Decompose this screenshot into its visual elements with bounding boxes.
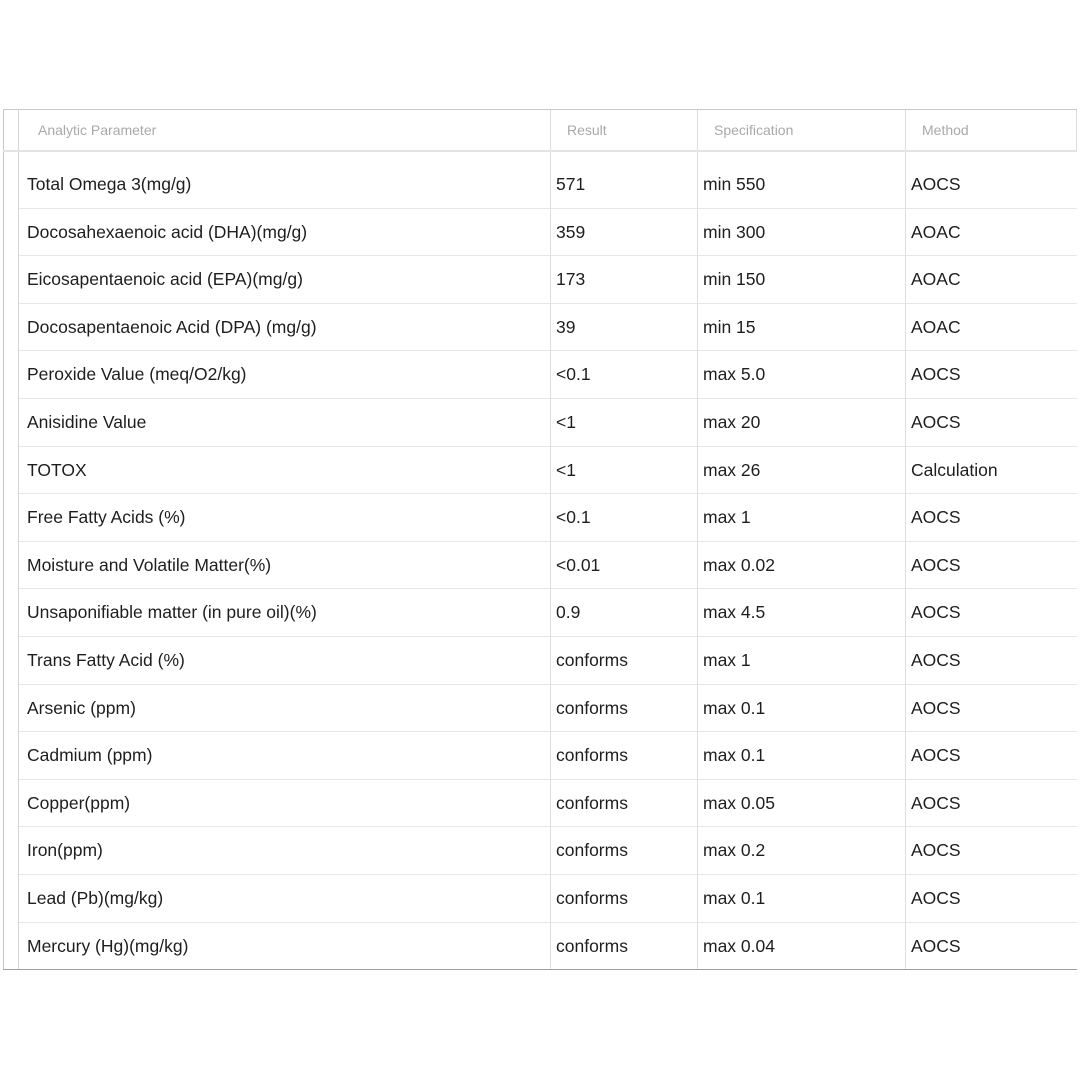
table-row (19, 256, 1077, 304)
cell-parameter: Lead (Pb)(mg/kg) (27, 888, 164, 908)
cell-method: AOCS (911, 697, 961, 718)
cell-parameter: Eicosapentaenoic acid (EPA)(mg/g) (27, 269, 303, 290)
cell-method: AOCS (911, 554, 961, 575)
cell-parameter: Iron(ppm) (27, 840, 103, 861)
cell-result: <0.01 (556, 554, 601, 575)
cell-parameter: Trans Fatty Acid (%) (27, 650, 185, 670)
cell-result: conforms (556, 650, 628, 670)
cell-result: conforms (556, 792, 628, 813)
cell-result: <1 (556, 459, 576, 480)
cell-parameter: Moisture and Volatile Matter(%) (27, 554, 272, 575)
table-row (19, 780, 1077, 828)
table-row (19, 304, 1077, 352)
cell-specification: min 150 (703, 269, 766, 290)
cell-parameter: Anisidine Value (27, 412, 147, 432)
header-specification: Specification (714, 122, 794, 138)
cell-specification: max 1 (703, 650, 751, 670)
cell-parameter: Arsenic (ppm) (27, 697, 136, 718)
table-left-border (3, 110, 4, 969)
cell-result: <0.1 (556, 364, 591, 385)
cell-specification: max 0.1 (703, 697, 766, 718)
cell-result: 359 (556, 221, 586, 242)
cell-method: AOCS (911, 507, 961, 528)
table-row (19, 637, 1077, 685)
cell-specification: min 300 (703, 221, 766, 242)
cell-specification: max 0.02 (703, 554, 775, 575)
analysis-table (3, 109, 1077, 970)
cell-parameter: Mercury (Hg)(mg/kg) (27, 935, 189, 956)
table-row (19, 161, 1077, 209)
cell-result: conforms (556, 935, 628, 956)
cell-method: AOAC (911, 221, 961, 242)
cell-method: Calculation (911, 459, 998, 480)
cell-method: AOAC (911, 269, 961, 290)
header-method: Method (922, 122, 969, 138)
cell-method: AOCS (911, 935, 961, 956)
table-row (19, 589, 1077, 637)
cell-method: AOCS (911, 602, 961, 623)
table-row (19, 827, 1077, 875)
cell-method: AOCS (911, 650, 961, 670)
cell-parameter: Cadmium (ppm) (27, 745, 153, 766)
table-row (19, 542, 1077, 590)
cell-specification: min 15 (703, 316, 756, 337)
cell-parameter: TOTOX (27, 459, 87, 480)
table-row (19, 494, 1077, 542)
cell-specification: max 0.2 (703, 840, 766, 861)
cell-method: AOCS (911, 745, 961, 766)
cell-method: AOCS (911, 840, 961, 861)
cell-specification: max 0.1 (703, 745, 766, 766)
table-row (19, 351, 1077, 399)
cell-specification: max 5.0 (703, 364, 766, 385)
cell-method: AOCS (911, 174, 961, 194)
cell-parameter: Peroxide Value (meq/O2/kg) (27, 364, 247, 385)
cell-result: <0.1 (556, 507, 591, 528)
cell-specification: max 0.1 (703, 888, 766, 908)
cell-result: 0.9 (556, 602, 581, 623)
cell-result: conforms (556, 840, 628, 861)
cell-method: AOCS (911, 888, 961, 908)
table-header (3, 110, 1077, 152)
cell-method: AOCS (911, 364, 961, 385)
cell-result: conforms (556, 888, 628, 908)
table-row (19, 875, 1077, 923)
cell-result: conforms (556, 745, 628, 766)
cell-result: conforms (556, 697, 628, 718)
cell-specification: max 1 (703, 507, 751, 528)
cell-result: 173 (556, 269, 586, 290)
table-row (19, 209, 1077, 257)
table-row (19, 923, 1077, 971)
cell-method: AOCS (911, 792, 961, 813)
table-row (19, 732, 1077, 780)
table-row (19, 685, 1077, 733)
table-row (19, 399, 1077, 447)
cell-parameter: Total Omega 3(mg/g) (27, 174, 192, 194)
cell-result: 571 (556, 174, 586, 194)
cell-result: <1 (556, 412, 576, 432)
cell-method: AOAC (911, 316, 961, 337)
cell-specification: min 550 (703, 174, 766, 194)
table-row (19, 447, 1077, 495)
cell-parameter: Docosapentaenoic Acid (DPA) (mg/g) (27, 316, 317, 337)
cell-specification: max 0.05 (703, 792, 775, 813)
cell-parameter: Copper(ppm) (27, 792, 131, 813)
header-result: Result (567, 122, 607, 138)
cell-parameter: Unsaponifiable matter (in pure oil)(%) (27, 602, 317, 623)
cell-specification: max 20 (703, 412, 761, 432)
cell-specification: max 0.04 (703, 935, 775, 956)
cell-parameter: Docosahexaenoic acid (DHA)(mg/g) (27, 221, 308, 242)
cell-parameter: Free Fatty Acids (%) (27, 507, 186, 528)
cell-specification: max 4.5 (703, 602, 766, 623)
cell-method: AOCS (911, 412, 961, 432)
cell-specification: max 26 (703, 459, 761, 480)
cell-result: 39 (556, 316, 576, 337)
header-analytic-parameter: Analytic Parameter (38, 122, 157, 138)
